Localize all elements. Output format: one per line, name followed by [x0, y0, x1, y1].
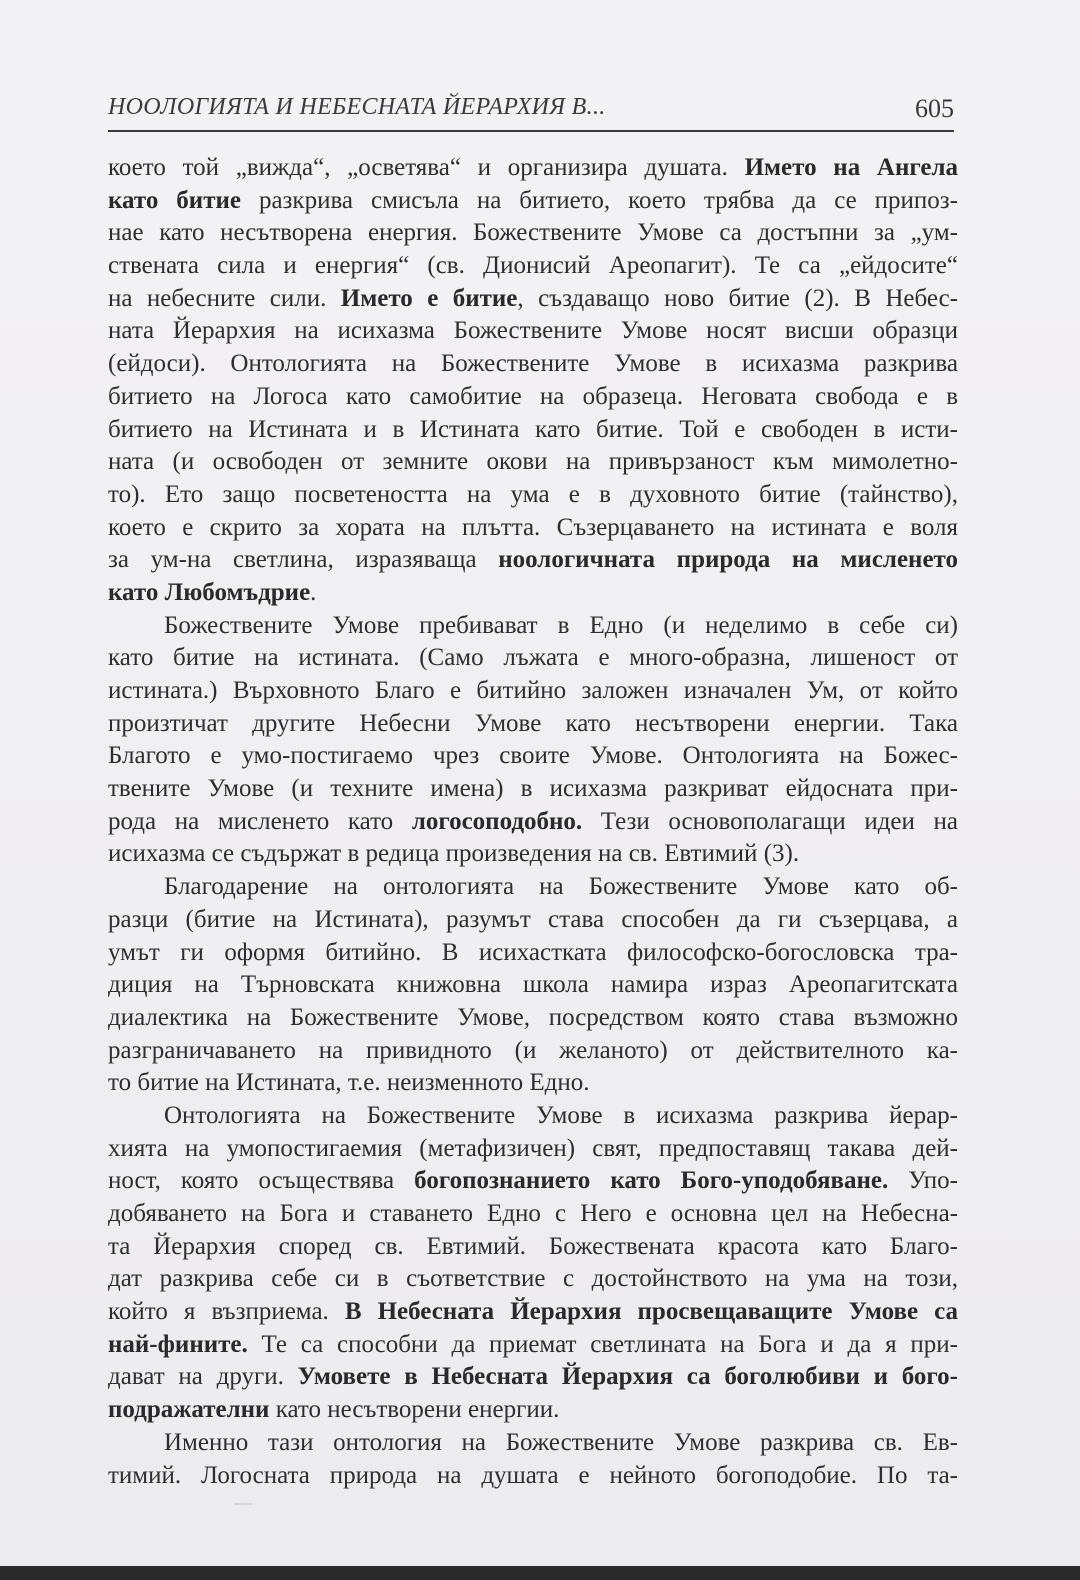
text-line — [108, 740, 958, 773]
print-speck — [234, 1503, 252, 1505]
bold-text: богопознанието като Бого-уподобяване. — [414, 1167, 889, 1195]
text-line — [108, 217, 958, 250]
text-line — [108, 708, 958, 741]
text-line — [108, 1198, 958, 1231]
text-line — [108, 871, 958, 904]
text-line — [108, 1263, 958, 1296]
text-line — [108, 773, 958, 806]
text-run: Онтологията на Божествените Умове в исихазма разкрива йерар- — [164, 1101, 958, 1129]
text-line — [108, 1100, 958, 1133]
text-run: твените Умове (и техните имена) в исихазма разкриват ейдосната при- — [108, 775, 958, 803]
bold-text: Умовете в Небесната Йерархия са боголюбиви и бого- — [297, 1363, 958, 1391]
text-line — [108, 512, 958, 545]
bold-text: В Небесната Йерархия просвещаващите Умове са — [344, 1298, 959, 1326]
text-run: (ейдоси). Онтологията на Божествените Умове в исихазма разкрива — [108, 350, 958, 378]
text-run: Божествените Умове пребивават в Едно (и неделимо в себе си) — [164, 611, 958, 639]
text-run: като несътворени енергии. — [269, 1396, 560, 1424]
text-line — [108, 610, 958, 643]
text-run: Те са способни да приемат светлината на Бога и да я при- — [247, 1330, 958, 1358]
text-run: разкрива смисъла на битието, което трябва да се припоз- — [240, 186, 958, 214]
text-run: та Йерархия според св. Евтимий. Божествената красота като Благо- — [108, 1232, 958, 1260]
text-run: което е скрито за хората на плътта. Съзерцаването на истината е воля — [108, 513, 958, 541]
text-run: който я възприема. — [108, 1298, 345, 1326]
text-line — [108, 806, 958, 839]
text-line — [108, 152, 958, 185]
text-run: добяването на Бога и ставането Едно с Него е основна цел на Небесна- — [108, 1200, 958, 1227]
text-run: нае като несътворена енергия. Божествените Умове са достъпни за „ум- — [108, 219, 958, 247]
text-run: разграничаването на привидното (и желаното) от действителното ка- — [108, 1036, 958, 1064]
text-run: на небесните сили. — [108, 284, 341, 312]
text-line — [108, 185, 958, 218]
text-run: истината.) Върховното Благо е битийно заложен изначален Ум, от който — [108, 677, 958, 704]
text-run: дат разкрива себе си в съответствие с достойнството на ума на този, — [108, 1265, 958, 1293]
text-line — [108, 1002, 958, 1035]
running-title: НООЛОГИЯТА И НЕБЕСНАТА ЙЕРАРХИЯ В... — [108, 94, 606, 120]
text-run: ствената сила и енергия“ (св. Дионисий Ареопагит). Те са „ейдосите“ — [108, 252, 958, 280]
text-run: битието на Истината и в Истината като битие. Той е свободен в исти- — [108, 415, 958, 443]
text-run: то битие на Истината, т.е. неизменното Едно. — [108, 1069, 590, 1097]
text-run: Благодарение на онтологията на Божествените Умове като об- — [164, 873, 958, 901]
body-text — [108, 152, 958, 1492]
text-run: дават на други. — [108, 1363, 298, 1391]
text-line — [108, 1394, 958, 1427]
text-run: ната (и освободен от земните окови на привързаност към мимолетно- — [108, 448, 958, 476]
text-line — [108, 1460, 958, 1493]
text-line — [108, 479, 958, 512]
text-line — [108, 1296, 958, 1329]
bold-text: подражателни — [108, 1396, 270, 1424]
text-line — [108, 381, 958, 414]
text-line — [108, 642, 958, 675]
text-line — [108, 1231, 958, 1264]
text-run: тимий. Логосната природа на душата е нейното богоподобие. По та- — [108, 1461, 958, 1489]
text-run: диция на Търновската книжовна школа намира израз Ареопагитската — [108, 971, 958, 999]
bold-text: най-фините. — [108, 1330, 248, 1358]
text-run: Именно тази онтология на Божествените Умове разкрива св. Ев- — [164, 1428, 958, 1456]
bold-text: Името е битие — [340, 284, 518, 312]
text-line — [108, 1035, 958, 1068]
text-run: диалектика на Божествените Умове, посредством която става възможно — [108, 1003, 958, 1031]
text-run: за ум-на светлина, изразяваща — [108, 546, 499, 574]
text-run: произтичат другите Небесни Умове като несътворени енергии. Така — [108, 709, 958, 737]
text-line — [108, 1165, 958, 1198]
text-run: ната Йерархия на исихазма Божествените Умове носят висши образци — [108, 317, 958, 345]
page-number: 605 — [915, 94, 954, 123]
text-run: Тези основополагащи идеи на — [582, 807, 958, 835]
bold-text: логосоподобно. — [411, 807, 583, 835]
text-line — [108, 283, 958, 316]
text-line — [108, 446, 958, 479]
text-line — [108, 1427, 958, 1460]
text-line — [108, 1361, 958, 1394]
text-line — [108, 348, 958, 381]
text-run: хията на умопостигаемия (метафизичен) свят, предпоставящ такава дей- — [108, 1134, 958, 1162]
bold-text: като битие — [108, 186, 241, 214]
text-run: рода на мисленето като — [108, 807, 412, 835]
text-run: битието на Логоса като самобитие на образеца. Неговата свобода е в — [108, 382, 958, 410]
text-line — [108, 838, 958, 871]
text-run: исихазма се съдържат в редица произведения на св. Евтимий (3). — [108, 840, 800, 868]
bold-text: ноологичната природа на мисленето — [498, 546, 958, 574]
text-run: Упо- — [888, 1167, 958, 1195]
text-run: . — [310, 578, 317, 606]
text-run: умът ги оформя битийно. В исихастката философско-богословска тра- — [108, 938, 958, 966]
text-line — [108, 1067, 958, 1100]
text-line — [108, 1329, 958, 1362]
text-line — [108, 414, 958, 447]
text-line — [108, 250, 958, 283]
text-line — [108, 904, 958, 937]
text-run: Благото е умо-постигаемо чрез своите Умове. Онтологията на Божес- — [108, 742, 958, 770]
bold-text: Името на Ангела — [744, 154, 958, 181]
running-header — [108, 92, 954, 132]
text-line — [108, 937, 958, 970]
text-line — [108, 675, 958, 708]
text-run: , създаващо ново битие (2). В Небес- — [517, 284, 958, 312]
text-run: то). Ето защо посветеността на ума е в духовното битие (тайнство), — [108, 480, 958, 508]
scan-bottom-edge — [0, 1566, 1080, 1580]
text-run: като битие на истината. (Само лъжата е много-образна, лишеност от — [108, 644, 958, 672]
text-run: ност, която осъществява — [108, 1167, 415, 1195]
text-line — [108, 577, 958, 610]
text-line — [108, 544, 958, 577]
bold-text: като Любомъдрие — [108, 578, 311, 606]
text-run: разци (битие на Истината), разумът става способен да ги съзерцава, а — [108, 905, 958, 933]
text-line — [108, 315, 958, 348]
text-line — [108, 969, 958, 1002]
text-run: което той „вижда“, „осветява“ и организира душата. — [108, 154, 745, 181]
text-line — [108, 1133, 958, 1166]
